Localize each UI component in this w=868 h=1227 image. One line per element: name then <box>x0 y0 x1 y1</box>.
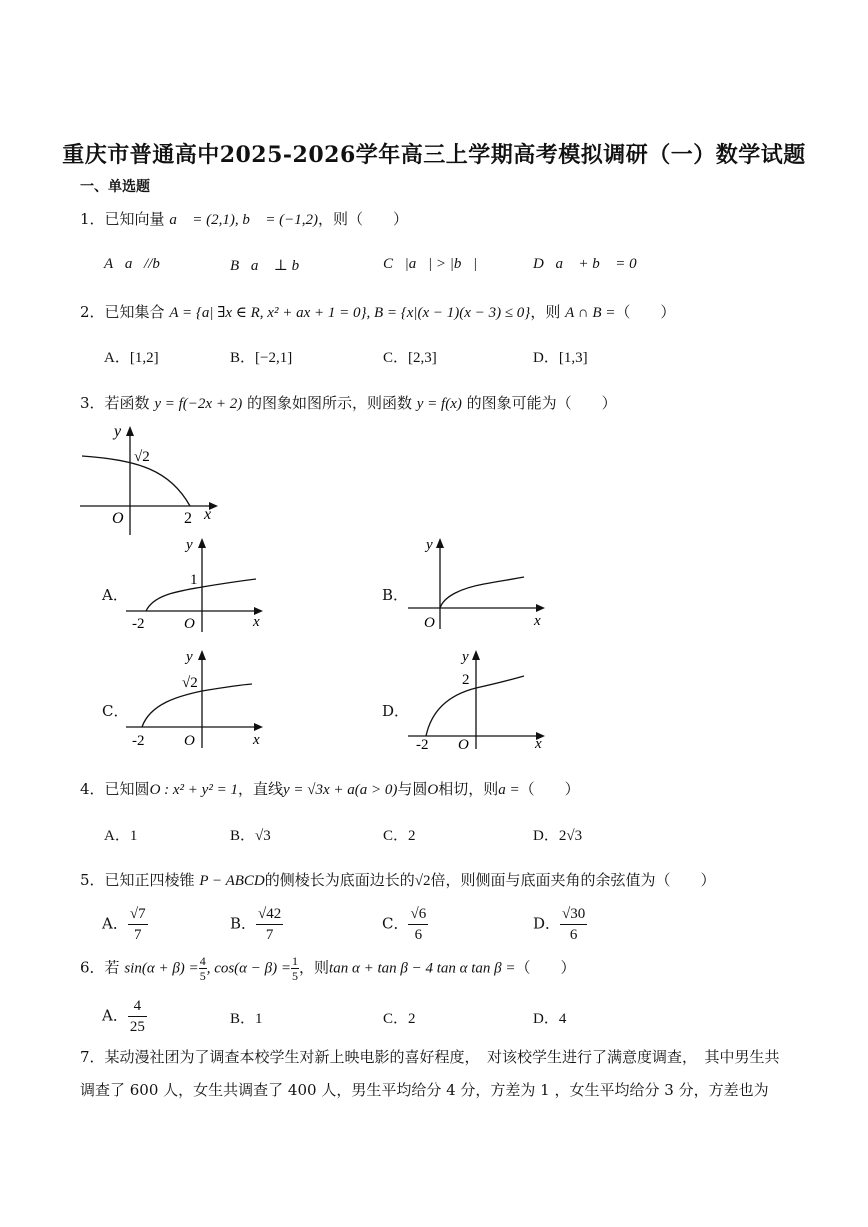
left-endpoint-label: -2 <box>132 616 145 632</box>
question-6 <box>80 954 576 983</box>
question-4 <box>80 778 580 799</box>
question-1 <box>80 208 408 229</box>
x-axis-arrow <box>536 604 545 612</box>
fraction <box>408 904 428 945</box>
function-curve <box>426 676 524 736</box>
option-c-graph <box>120 646 270 750</box>
question-stem: 若 <box>104 958 120 977</box>
option-a-graph <box>120 534 270 634</box>
option-c <box>382 904 428 945</box>
x-axis-label: x <box>535 736 542 750</box>
numerator: √7 <box>128 904 148 925</box>
option-b: B．[−2,1] <box>230 350 293 366</box>
option-c: C．[2,3] <box>383 350 437 366</box>
question-stem: 已知圆 <box>104 780 150 798</box>
question-7-line-2: 调查了 600 人，女生共调查了 400 人，男生平均给分 4 分，方差为 1 ，女生平均给分 3 分，方差也为 <box>80 1081 769 1099</box>
numerator: √42 <box>256 904 283 925</box>
question-7-line-1: 7．某动漫社团为了调查本校学生对新上映电影的喜好程度， 对该校学生进行了满意度调查， 其中男生共 <box>80 1048 780 1066</box>
question-tail: （ ） <box>515 958 576 977</box>
denominator: 5 <box>292 969 299 983</box>
denominator: 6 <box>414 927 423 943</box>
fraction <box>256 904 283 945</box>
option-b: B．a⃗ ⊥ b⃗ <box>230 258 311 274</box>
origin-label: O <box>424 615 435 631</box>
option-b: B．1 <box>230 1011 263 1027</box>
question-tail: ，则（ ） <box>318 210 409 228</box>
question-stem: ，直线 <box>237 780 283 798</box>
y-intercept-label: 1 <box>190 572 198 588</box>
option-d <box>533 904 587 945</box>
y-axis-label: y <box>186 649 193 665</box>
x-intercept-label: 2 <box>184 510 192 527</box>
option-a <box>102 996 147 1037</box>
x-axis-label: x <box>204 506 212 523</box>
question-3 <box>80 392 617 413</box>
question-number: 5． <box>80 871 105 889</box>
denominator: 25 <box>129 1019 145 1035</box>
function-curve <box>440 577 524 608</box>
math-expression: sin(α + β) = <box>124 960 199 977</box>
numerator: √30 <box>560 904 587 925</box>
option-c: C． <box>102 702 129 720</box>
option-d: D．a⃗ + b⃗ = 0⃗ <box>533 256 649 272</box>
question-stem: 的侧棱长为底面边长的 <box>264 871 415 889</box>
question-stem: 已知正四棱锥 <box>104 871 195 889</box>
y-intercept-label: √2 <box>182 675 198 691</box>
origin-label: O <box>458 737 469 750</box>
option-a: A．a⃗//b⃗ <box>104 256 172 272</box>
option-d-graph <box>404 646 554 750</box>
question-number: 6． <box>80 958 105 977</box>
option-b-graph <box>404 534 554 634</box>
option-a: A． <box>102 586 128 604</box>
math-expression: a = <box>498 782 520 798</box>
question-number: 4． <box>80 780 105 798</box>
math-expression: A ∩ B = <box>565 305 616 321</box>
math-expression: y = f(x) <box>416 396 462 412</box>
question-stem: 相切，则 <box>438 780 499 798</box>
origin-label: O <box>184 733 195 749</box>
question-stem: 与圆 <box>397 780 428 798</box>
fraction <box>199 954 207 983</box>
math-expression: y = f(−2x + 2) <box>154 396 243 412</box>
option-letter: B． <box>230 914 257 933</box>
option-a <box>102 904 148 945</box>
math-expression: P − ABCD <box>199 873 265 889</box>
y-axis-arrow <box>198 538 206 548</box>
y-axis-arrow <box>198 650 206 660</box>
numerator: 4 <box>199 954 206 968</box>
denominator: 5 <box>199 969 206 983</box>
y-axis-label: y <box>186 537 193 553</box>
fraction <box>291 954 299 983</box>
main-function-graph <box>78 420 228 540</box>
option-d: D．4 <box>533 1011 567 1027</box>
question-stem: 的图象可能为（ ） <box>466 394 617 412</box>
function-curve <box>146 579 256 611</box>
denominator: 7 <box>265 927 274 943</box>
option-b: B．√3 <box>230 828 271 844</box>
math-expression: O : x² + y² = 1 <box>149 782 238 798</box>
y-intercept-label: 2 <box>462 672 470 688</box>
origin-label: O <box>184 616 195 632</box>
option-c: C．2 <box>383 1011 416 1027</box>
question-number: 1． <box>80 210 105 228</box>
question-tail: ，则 <box>530 303 561 321</box>
fraction <box>560 904 587 945</box>
math-expression: , cos(α − β) = <box>206 960 292 977</box>
section-heading: 一、单选题 <box>80 179 150 195</box>
question-stem: ，则 <box>299 958 330 977</box>
y-axis-label: y <box>462 649 469 665</box>
numerator: 4 <box>128 996 147 1017</box>
math-expression: a⃗ = (2,1), b⃗ = (−1,2) <box>169 212 319 228</box>
math-expression: √2 <box>414 873 431 889</box>
y-axis-label: y <box>114 423 122 440</box>
origin-label: O <box>112 510 124 527</box>
numerator: √6 <box>408 904 428 925</box>
question-tail: （ ） <box>519 780 580 798</box>
option-d: D．2√3 <box>533 828 583 844</box>
numerator: 1 <box>292 954 299 968</box>
question-number: 3． <box>80 394 105 412</box>
fraction <box>128 904 148 945</box>
option-b <box>230 904 283 945</box>
left-endpoint-label: -2 <box>416 737 429 750</box>
x-axis-label: x <box>534 613 541 629</box>
x-axis-arrow <box>254 723 263 731</box>
option-letter: D． <box>533 914 561 933</box>
left-endpoint-label: -2 <box>132 733 145 749</box>
option-letter: A． <box>102 1006 128 1025</box>
question-stem: 的图象如图所示，则函数 <box>246 394 412 412</box>
option-c: C．2 <box>383 828 416 844</box>
math-expression: A = {a| ∃x ∈ R, x² + ax + 1 = 0}, B = {x|(x − 1)(x − 3) ≤ 0} <box>169 305 531 321</box>
y-axis-arrow <box>436 538 444 548</box>
page-title: 重庆市普通高中2025-2026学年高三上学期高考模拟调研（一）数学试题 <box>62 142 806 168</box>
question-stem: 倍，则侧面与底面夹角的余弦值为（ ） <box>430 871 716 889</box>
y-axis-arrow <box>126 426 134 436</box>
question-tail: （ ） <box>615 303 676 321</box>
y-axis-label: y <box>426 537 433 553</box>
question-5 <box>80 869 716 890</box>
fraction <box>128 996 147 1037</box>
option-c: C．|a⃗| > |b⃗| <box>383 256 478 272</box>
option-d: D． <box>382 702 410 720</box>
math-expression: y = √3x + a(a > 0) <box>282 782 398 798</box>
option-a: A．1 <box>104 828 138 844</box>
y-intercept-label: √2 <box>134 449 150 465</box>
y-axis-arrow <box>472 650 480 660</box>
denominator: 7 <box>133 927 142 943</box>
option-b: B． <box>382 586 409 604</box>
question-stem: 已知集合 <box>104 303 165 321</box>
question-number: 2． <box>80 303 105 321</box>
denominator: 6 <box>569 927 578 943</box>
option-letter: A． <box>102 914 128 933</box>
option-d: D．[1,3] <box>533 350 588 366</box>
x-axis-label: x <box>253 614 260 630</box>
question-2 <box>80 301 675 322</box>
x-axis-label: x <box>253 732 260 748</box>
math-expression: tan α + tan β − 4 tan α tan β = <box>329 960 516 977</box>
question-stem: 已知向量 <box>104 210 165 228</box>
math-expression: O <box>427 782 439 798</box>
option-a: A．[1,2] <box>104 350 159 366</box>
question-stem: 若函数 <box>104 394 150 412</box>
option-letter: C． <box>382 914 409 933</box>
